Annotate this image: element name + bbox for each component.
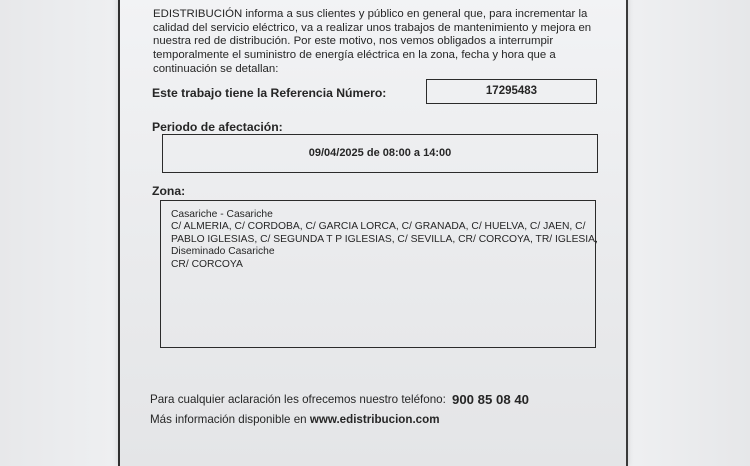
zone-line: Casariche - Casariche xyxy=(171,209,273,220)
intro-line: continuación se detallan: xyxy=(153,62,279,75)
more-info-prefix: Más información disponible en xyxy=(150,413,310,426)
website-link[interactable]: www.edistribucion.com xyxy=(309,413,440,426)
zone-line: Diseminado Casariche xyxy=(171,246,275,258)
intro-paragraph xyxy=(153,8,598,77)
intro-line: calidad del servicio eléctrico, va a realizar unos trabajos de mantenimiento y mejora en xyxy=(153,21,592,34)
zone-box xyxy=(160,200,596,348)
period-box: 09/04/2025 de 08:00 a 14:00 xyxy=(162,134,598,173)
zone-line: C/ ALMERIA, C/ CORDOBA, C/ GARCIA LORCA, C/ GRANADA, C/ HUELVA, C/ JAEN, C/ xyxy=(171,221,586,233)
intro-line: EDISTRIBUCIÓN informa a sus clientes y público en general que, para incrementar la xyxy=(153,8,588,20)
reference-label: Este trabajo tiene la Referencia Número: xyxy=(152,86,387,100)
reference-number-box: 17295483 xyxy=(426,79,597,104)
intro-line: temporalmente el suministro de energía eléctrica en la zona, fecha y hora que a xyxy=(153,49,556,62)
more-info-line xyxy=(150,413,440,426)
phone-text: Para cualquier aclaración les ofrecemos nuestro teléfono: xyxy=(150,393,446,406)
zone-line: PABLO IGLESIAS, C/ SEGUNDA T P IGLESIAS, C/ SEVILLA, CR/ CORCOYA, TR/ IGLESIA, xyxy=(171,233,598,245)
intro-line: nuestra red de distribución. Por este motivo, nos vemos obligados a interrumpir xyxy=(153,35,554,48)
zone-label: Zona: xyxy=(152,184,186,198)
zone-line: CR/ CORCOYA xyxy=(171,258,243,270)
phone-number: 900 85 08 40 xyxy=(452,392,530,407)
period-label: Periodo de afectación: xyxy=(152,120,283,134)
